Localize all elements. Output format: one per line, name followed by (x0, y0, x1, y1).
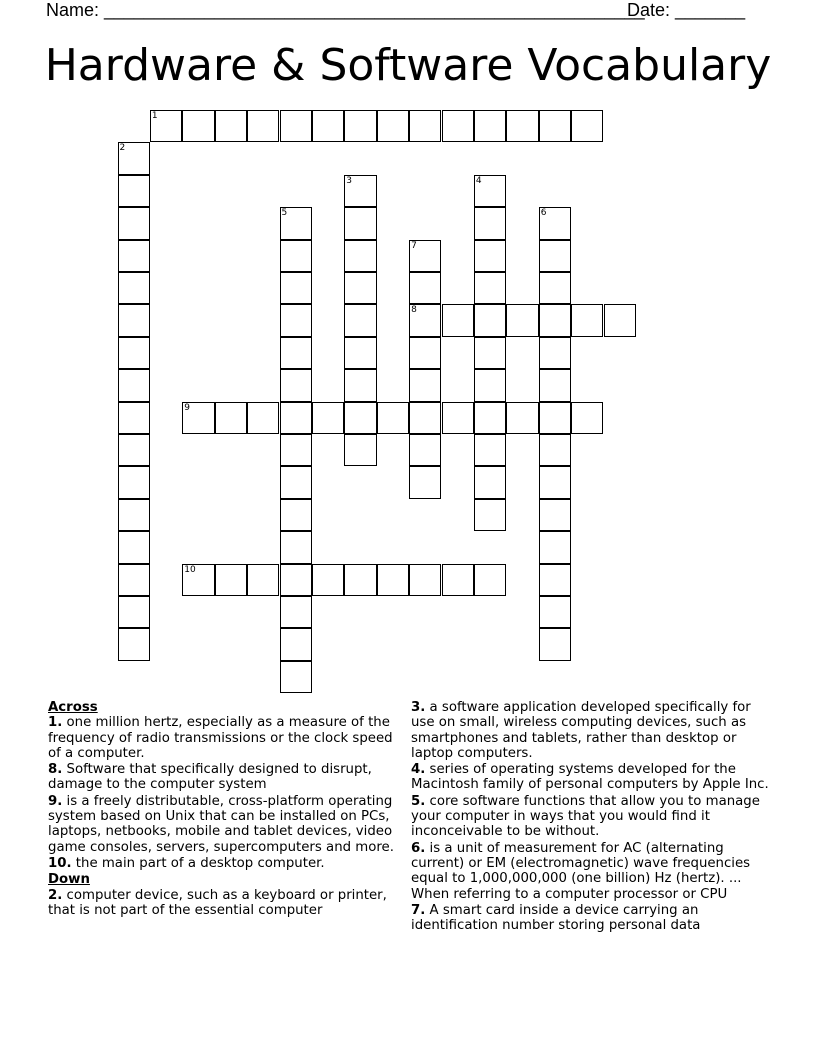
grid-cell[interactable] (118, 466, 150, 498)
grid-cell[interactable] (312, 564, 344, 596)
grid-cell[interactable] (409, 564, 441, 596)
grid-cell[interactable] (182, 110, 214, 142)
clues-right-column (411, 700, 773, 934)
grid-cell[interactable] (506, 304, 538, 336)
clue-number: 1. (48, 715, 63, 731)
grid-cell[interactable] (539, 304, 571, 336)
grid-cell[interactable] (215, 110, 247, 142)
grid-cell[interactable] (409, 369, 441, 401)
grid-cell[interactable] (377, 110, 409, 142)
clue-text: one million hertz, especially as a measure of the frequency of radio transmissions or the clock speed of a computer. (48, 715, 393, 761)
grid-cell[interactable] (474, 564, 506, 596)
grid-cell[interactable] (118, 628, 150, 660)
grid-cell[interactable] (539, 564, 571, 596)
clue-number-marker: 2 (119, 143, 126, 154)
clue-number-marker: 5 (281, 208, 288, 219)
grid-cell[interactable] (280, 466, 312, 498)
clue-text: A smart card inside a device carrying an identification number storing personal data (411, 902, 701, 934)
grid-cell[interactable] (247, 110, 279, 142)
grid-cell[interactable] (312, 402, 344, 434)
grid-cell[interactable] (118, 434, 150, 466)
grid-cell[interactable] (409, 466, 441, 498)
grid-cell[interactable] (442, 402, 474, 434)
grid-cell[interactable] (506, 402, 538, 434)
grid-cell[interactable] (474, 402, 506, 434)
grid-cell[interactable] (539, 337, 571, 369)
clues-left-column (48, 700, 398, 919)
grid-cell[interactable] (474, 434, 506, 466)
grid-cell[interactable] (571, 304, 603, 336)
grid-cell[interactable] (118, 272, 150, 304)
clue-number-marker: 10 (184, 564, 196, 575)
clue-text: computer device, such as a keyboard or printer, that is not part of the essential computer (48, 887, 387, 918)
clue-text: core software functions that allow you to manage your computer in ways that you would find it inconceivable to be without. (411, 793, 760, 840)
name-field-label: Name: ______________________________________________________ (46, 0, 645, 20)
grid-cell[interactable] (539, 272, 571, 304)
grid-cell[interactable] (571, 110, 603, 142)
clue-number: 10. (48, 855, 72, 871)
date-field-label: Date: _______ (627, 0, 746, 20)
grid-cell[interactable] (344, 110, 376, 142)
grid-cell[interactable] (280, 369, 312, 401)
grid-cell[interactable] (344, 434, 376, 466)
grid-cell[interactable] (539, 531, 571, 563)
clue-across-9 (48, 794, 398, 855)
clue-down-4 (411, 762, 773, 793)
grid-cell[interactable] (215, 402, 247, 434)
grid-cell[interactable] (344, 272, 376, 304)
grid-cell[interactable] (344, 304, 376, 336)
grid-cell[interactable] (474, 240, 506, 272)
grid-cell[interactable] (118, 402, 150, 434)
grid-cell[interactable] (118, 240, 150, 272)
clue-number-marker: 7 (411, 240, 417, 251)
grid-cell[interactable] (344, 240, 376, 272)
clue-number-marker: 3 (346, 175, 353, 186)
clue-down-2 (48, 888, 398, 919)
clue-down-5 (411, 794, 773, 840)
grid-cell[interactable] (118, 531, 150, 563)
clue-number-marker: 4 (475, 175, 482, 186)
grid-cell[interactable] (118, 564, 150, 596)
clue-text: series of operating systems developed for the Macintosh family of personal computers by Apple Inc. (411, 762, 769, 793)
grid-cell[interactable] (377, 402, 409, 434)
grid-cell[interactable] (571, 402, 603, 434)
grid-cell[interactable] (344, 207, 376, 239)
grid-cell[interactable] (280, 596, 312, 628)
grid-cell[interactable] (539, 369, 571, 401)
clue-across-8 (48, 762, 398, 793)
page-title: Hardware & Software Vocabulary (44, 40, 772, 91)
grid-cell[interactable] (280, 499, 312, 531)
clue-down-7 (411, 903, 773, 934)
clue-text: is a unit of measurement for AC (alternating current) or EM (electromagnetic) wave frequencies equal to 1,000,000,000 (one billion) Hz (hertz). ... When referring to a computer processor or CPU (411, 840, 751, 902)
grid-cell[interactable] (280, 434, 312, 466)
grid-cell[interactable] (474, 110, 506, 142)
grid-cell[interactable] (409, 402, 441, 434)
grid-cell[interactable] (474, 272, 506, 304)
grid-cell[interactable] (539, 402, 571, 434)
clue-across-10 (48, 856, 398, 871)
grid-cell[interactable] (312, 110, 344, 142)
clue-number-marker: 8 (411, 305, 417, 316)
grid-cell[interactable] (118, 304, 150, 336)
clue-text: Software that specifically designed to disrupt, damage to the computer system (48, 762, 372, 793)
grid-cell[interactable] (474, 304, 506, 336)
grid-cell[interactable] (539, 499, 571, 531)
grid-cell[interactable] (409, 434, 441, 466)
clue-number-marker: 1 (151, 111, 158, 121)
grid-cell[interactable] (344, 369, 376, 401)
grid-cell[interactable] (118, 499, 150, 531)
grid-cell[interactable] (344, 402, 376, 434)
grid-cell[interactable] (118, 175, 150, 207)
clue-number-marker: 6 (540, 208, 547, 219)
grid-cell[interactable] (604, 304, 636, 336)
clue-text: a software application developed specifically for use on small, wireless computing devices, such as smartphones and tablets, rather than desktop or laptop computers. (411, 700, 751, 761)
grid-cell[interactable] (280, 240, 312, 272)
grid-cell[interactable] (344, 337, 376, 369)
grid-cell[interactable] (215, 564, 247, 596)
grid-cell[interactable] (280, 272, 312, 304)
grid-cell[interactable] (280, 110, 312, 142)
clue-number: 3. (411, 700, 426, 715)
grid-cell[interactable] (377, 564, 409, 596)
clue-down-3 (411, 700, 773, 761)
clue-number: 8. (48, 762, 63, 778)
grid-cell[interactable] (474, 337, 506, 369)
clue-across-1 (48, 715, 398, 761)
grid-cell[interactable] (280, 531, 312, 563)
grid-cell[interactable] (409, 337, 441, 369)
grid-cell[interactable] (539, 110, 571, 142)
grid-cell[interactable] (409, 110, 441, 142)
clue-number-marker: 9 (184, 402, 191, 413)
grid-cell[interactable] (280, 661, 312, 693)
clue-number: 5. (411, 793, 426, 809)
grid-cell[interactable] (280, 564, 312, 596)
grid-cell[interactable] (118, 369, 150, 401)
grid-cell[interactable] (474, 499, 506, 531)
grid-cell[interactable] (118, 207, 150, 239)
grid-cell[interactable] (474, 369, 506, 401)
grid-cell[interactable] (118, 337, 150, 369)
grid-cell[interactable] (344, 564, 376, 596)
grid-cell[interactable] (280, 304, 312, 336)
clue-text: the main part of a desktop computer. (75, 855, 325, 871)
clue-number: 2. (48, 887, 63, 903)
grid-cell[interactable] (442, 304, 474, 336)
grid-cell[interactable] (539, 240, 571, 272)
grid-cell[interactable] (442, 110, 474, 142)
grid-cell[interactable] (539, 596, 571, 628)
grid-cell[interactable] (474, 466, 506, 498)
grid-cell[interactable] (506, 110, 538, 142)
clue-number: 6. (411, 840, 426, 856)
grid-cell[interactable] (280, 402, 312, 434)
grid-cell[interactable] (118, 596, 150, 628)
grid-cell[interactable] (409, 272, 441, 304)
grid-cell[interactable] (539, 466, 571, 498)
grid-cell[interactable] (280, 337, 312, 369)
grid-cell[interactable] (247, 402, 279, 434)
clue-text: is a freely distributable, cross-platform operating system based on Unix that can be installed on PCs, laptops, netbooks, mobile and tablet devices, video game consoles, servers, supercomputers and more. (48, 793, 394, 855)
clue-number: 7. (411, 902, 426, 918)
grid-cell[interactable] (539, 628, 571, 660)
grid-cell[interactable] (247, 564, 279, 596)
grid-cell[interactable] (280, 628, 312, 660)
grid-cell[interactable] (539, 434, 571, 466)
grid-cell[interactable] (442, 564, 474, 596)
grid-cell[interactable] (474, 207, 506, 239)
clue-number: 4. (411, 762, 426, 778)
clue-down-6 (411, 841, 773, 902)
clue-number: 9. (48, 793, 63, 809)
down-heading: Down (48, 872, 90, 888)
across-heading: Across (48, 700, 98, 715)
